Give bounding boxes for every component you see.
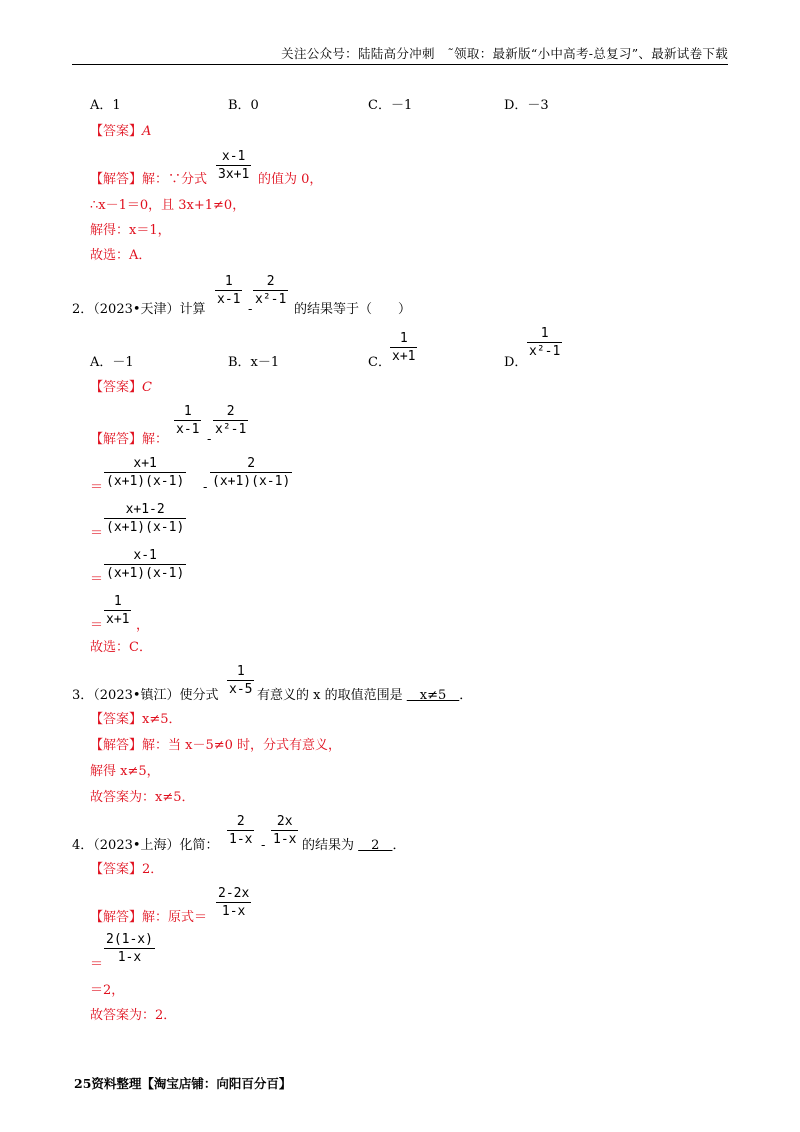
q2-final: 故选：C． [90, 640, 152, 655]
q1-solution-line4: 故选：A． [90, 248, 152, 263]
q2-stem-end: 的结果等于（ ） [294, 302, 412, 317]
q4-stem: 4．（2023•上海）化简： [72, 838, 219, 853]
q4-fraction-2: 2x 1-x [273, 814, 297, 847]
q1-option-a: A．1 [90, 98, 121, 113]
q2-option-d: D． [504, 355, 528, 370]
q2-option-c-fraction: 1 x+1 [392, 331, 416, 364]
q4-answer-blank: 2 [358, 838, 393, 853]
q4-fraction-1: 2 1-x [229, 814, 253, 847]
q2-step2-eq: ＝ [90, 526, 104, 541]
q1-fraction: x-1 3x+1 [218, 149, 250, 182]
q3-answer: 【答案】x≠5． [90, 712, 182, 727]
q1-answer: 【答案】A [90, 124, 152, 139]
q3-stem: 3．（2023•镇江）使分式 [72, 688, 219, 703]
q1-solution-line1: 【解答】解：∵分式 [90, 172, 208, 187]
q4-step2-eq: ＝ [90, 957, 104, 972]
q2-step4-eq: ＝ [90, 618, 104, 633]
q3-answer-blank: x≠5 [406, 688, 460, 703]
q2-option-a: A．－1 [90, 355, 134, 370]
q2-solution-label: 【解答】解： [90, 432, 169, 447]
q2-step4-fraction: 1 x+1 [106, 594, 130, 627]
q2-step4-comma: ， [136, 618, 150, 633]
q2-step3-fraction: x-1 (x+1)(x-1) [106, 548, 185, 581]
q4-stem-end: 的结果为 2 ． [302, 838, 406, 853]
q2-step1-eq: ＝ [90, 480, 104, 495]
q2-fraction-1: 1 x-1 [217, 274, 241, 307]
q3-stem-mid: 有意义的 x 的取值范围是 x≠5 ． [257, 688, 473, 703]
q2-sol-fraction-1: 1 x-1 [176, 404, 200, 437]
q1-solution-line3: 解得：x＝1， [90, 223, 171, 238]
q2-fraction-2: 2 x²-1 [255, 274, 287, 307]
page-footer: 25资料整理【淘宝店铺：向阳百分百】 [74, 1076, 292, 1091]
q3-solution-line2: 解得 x≠5， [90, 764, 160, 779]
q2-option-c: C． [368, 355, 391, 370]
q4-minus: - [261, 838, 266, 853]
q3-solution-line3: 故答案为：x≠5． [90, 790, 195, 805]
q4-sol-fraction-2: 2(1-x) 1-x [106, 932, 153, 965]
q1-option-d: D．－3 [504, 98, 549, 113]
q2-step1-fraction-2: 2 (x+1)(x-1) [212, 456, 291, 489]
q4-solution-line1: 【解答】解：原式＝ [90, 910, 208, 925]
q2-step3-eq: ＝ [90, 572, 104, 587]
q4-answer: 【答案】2． [90, 862, 164, 877]
q2-step1-fraction-1: x+1 (x+1)(x-1) [106, 456, 185, 489]
q1-solution-line2: ∴x－1＝0，且 3x+1≠0， [90, 198, 246, 213]
q2-minus: - [248, 302, 253, 317]
q1-solution-line1-end: 的值为 0， [258, 172, 323, 187]
q4-solution-line4: 故答案为：2． [90, 1008, 177, 1023]
header-rule [72, 64, 728, 65]
q2-step2-fraction: x+1-2 (x+1)(x-1) [106, 502, 185, 535]
q2-stem: 2．（2023•天津）计算 [72, 302, 206, 317]
q2-option-d-fraction: 1 x²-1 [529, 326, 561, 359]
q3-solution-line1: 【解答】解：当 x－5≠0 时，分式有意义， [90, 738, 342, 753]
page-header: 关注公众号：陆陆高分冲刺 ˜领取：最新版“小中高考-总复习”、最新试卷下载 [281, 46, 728, 61]
q1-option-c: C．－1 [368, 98, 413, 113]
q2-option-b: B．x－1 [228, 355, 280, 370]
q4-solution-line3: ＝2， [90, 983, 125, 998]
q4-sol-fraction-1: 2-2x 1-x [218, 886, 250, 919]
q2-answer: 【答案】C [90, 380, 152, 395]
q2-step1-minus: - [203, 480, 208, 495]
q3-fraction: 1 x-5 [229, 664, 253, 697]
q2-sol-fraction-2: 2 x²-1 [215, 404, 247, 437]
q2-sol-minus: - [207, 432, 212, 447]
q1-option-b: B．0 [228, 98, 259, 113]
